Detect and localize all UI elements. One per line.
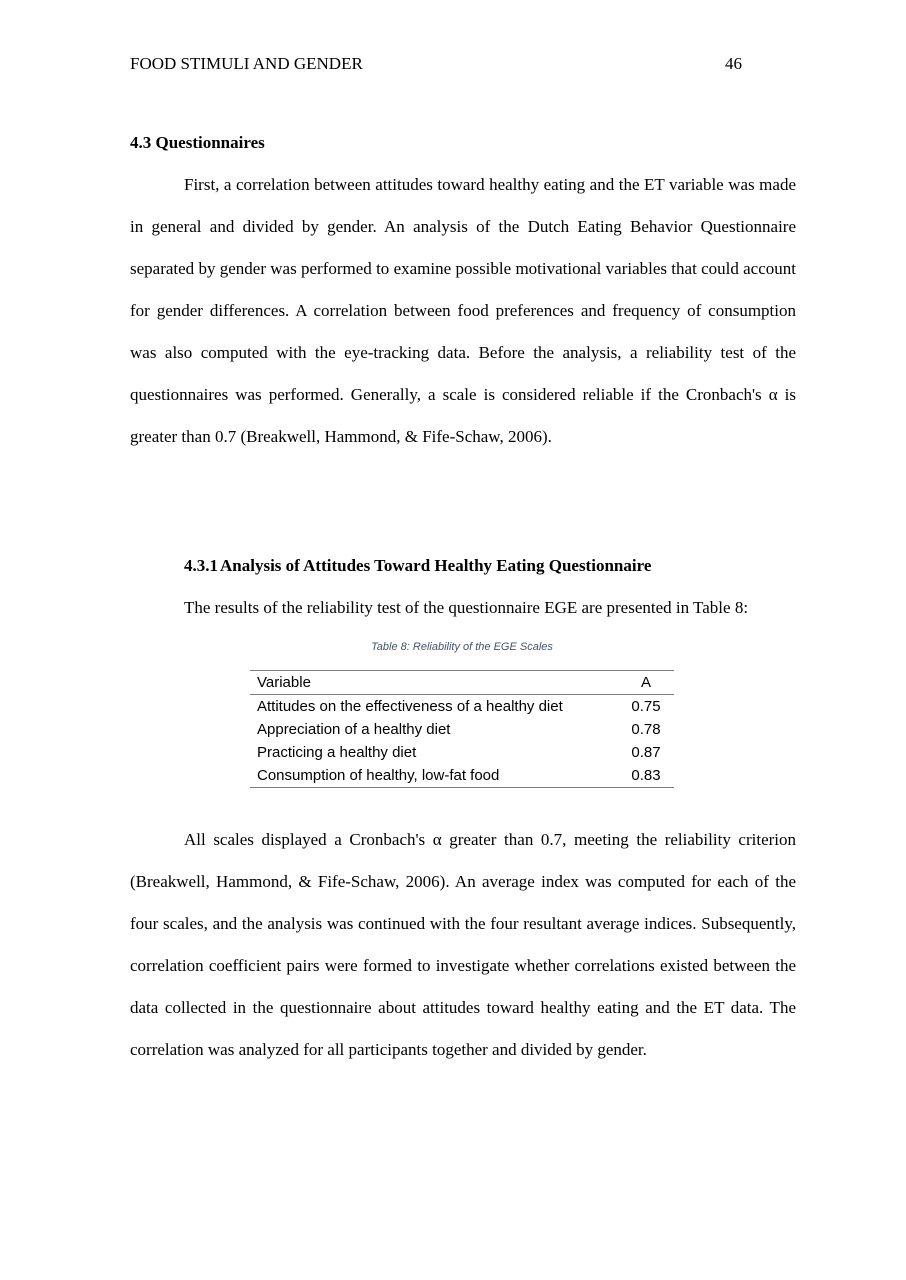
table-caption: Table 8: Reliability of the EGE Scales: [371, 641, 553, 653]
subsection-title: Analysis of Attitudes Toward Healthy Eating Questionnaire: [220, 556, 652, 575]
subsection-heading: [184, 556, 651, 576]
table-cell-variable: Practicing a healthy diet: [257, 744, 417, 761]
running-title: FOOD STIMULI AND GENDER: [130, 54, 363, 73]
table-row: [250, 764, 674, 788]
table-cell-alpha: 0.87: [631, 744, 661, 761]
table-row: [250, 695, 674, 719]
section-heading: 4.3 Questionnaires: [130, 133, 265, 152]
table-cell-variable: Appreciation of a healthy diet: [257, 721, 451, 738]
section-paragraph: [130, 164, 796, 458]
subsection-paragraph: [130, 819, 796, 1071]
table-header-row: [250, 671, 674, 695]
subsection-paragraph-text: All scales displayed a Cronbach's α greater than 0.7, meeting the reliability criterion (Breakwell, Hammond, & Fife-Schaw, 2006). An average index was computed for each of the four scales, and the analysis was continued with the four resultant average indices. Subsequently, correlation coefficient pairs were formed to investigate whether correlations existed between the data collected in the questionnaire about attitudes toward healthy eating and the ET data. The correlation was analyzed for all participants together and divided by gender.: [130, 830, 796, 1059]
table-cell-alpha: 0.78: [631, 721, 661, 738]
page-number: 46: [725, 54, 742, 73]
table-cell-alpha: 0.75: [631, 698, 661, 715]
table-cell-variable: Attitudes on the effectiveness of a healthy diet: [257, 698, 563, 715]
section-paragraph-text: First, a correlation between attitudes toward healthy eating and the ET variable was made in general and divided by gender. An analysis of the Dutch Eating Behavior Questionnaire separated by gender was performed to examine possible motivational variables that could account for gender differences. A correlation between food preferences and frequency of consumption was also computed with the eye-tracking data. Before the analysis, a reliability test of the questionnaires was performed. Generally, a scale is considered reliable if the Cronbach's α is greater than 0.7 (Breakwell, Hammond, & Fife-Schaw, 2006).: [130, 175, 796, 446]
table-intro-text: The results of the reliability test of the questionnaire EGE are presented in Table 8:: [184, 598, 749, 617]
reliability-table: [250, 670, 674, 788]
table-row: [250, 741, 674, 764]
subsection-number: 4.3.1: [184, 556, 218, 575]
table-header-alpha: A: [640, 674, 651, 691]
table-cell-variable: Consumption of healthy, low-fat food: [257, 767, 500, 784]
table-row: [250, 718, 674, 741]
table-cell-alpha: 0.83: [631, 767, 661, 784]
table-header-variable: Variable: [257, 674, 311, 691]
